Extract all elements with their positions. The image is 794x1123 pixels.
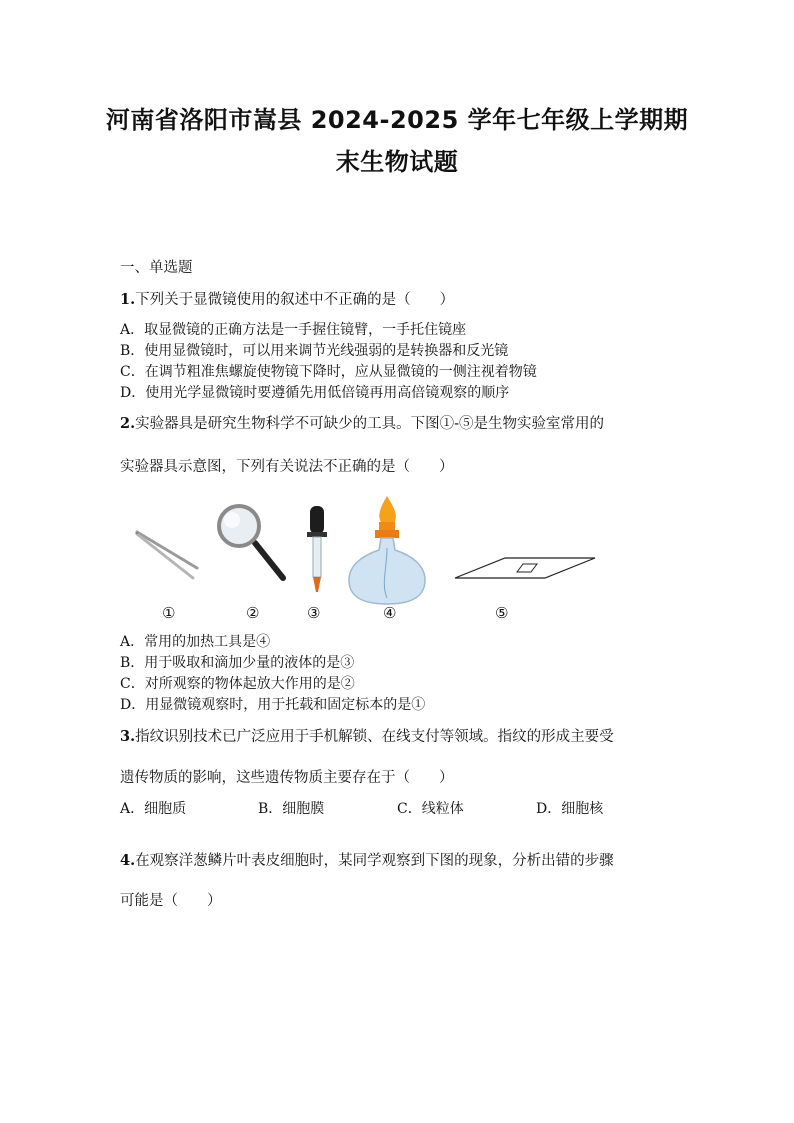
q3-option-c: C．线粒体 (397, 801, 464, 817)
figure-label-1: ① (162, 604, 176, 622)
q3-option-d: D．细胞核 (536, 801, 604, 817)
q2-option-c: C．对所观察的物体起放大作用的是② (120, 676, 355, 692)
question-text: 在观察洋葱鳞片叶表皮细胞时，某同学观察到下图的现象，分析出错的步骤 (135, 853, 614, 869)
q3-option-a: A．细胞质 (120, 801, 187, 817)
question-3-stem-line2: 遗传物质的影响，这些遗传物质主要存在于（ ） (120, 770, 454, 786)
alcohol-lamp-icon (349, 496, 425, 604)
q1-option-a: A．取显微镜的正确方法是一手握住镜臂，一手托住镜座 (120, 322, 467, 338)
section-heading: 一、单选题 (120, 260, 193, 276)
q3-option-b: B．细胞膜 (258, 801, 325, 817)
page-title-line1: 河南省洛阳市嵩县 2024-2025 学年七年级上学期期 (105, 106, 689, 134)
question-4-stem-line1 (120, 851, 614, 871)
figure-label-2: ② (246, 604, 260, 622)
q1-option-b: B．使用显微镜时，可以用来调节光线强弱的是转换器和反光镜 (120, 343, 509, 359)
magnifier-icon (219, 506, 283, 578)
question-number: 3. (120, 728, 136, 745)
question-text: 指纹识别技术已广泛应用于手机解锁、在线支付等领域。指纹的形成主要受 (135, 729, 614, 745)
dropper-icon (307, 506, 327, 592)
glass-slide-icon (455, 558, 595, 578)
question-2-stem-line2: 实验器具示意图，下列有关说法不正确的是（ ） (120, 459, 454, 475)
q2-option-d: D．用显微镜观察时，用于托载和固定标本的是① (120, 697, 426, 713)
q2-option-a: A．常用的加热工具是④ (120, 634, 271, 650)
figure-label-3: ③ (307, 604, 321, 622)
q1-option-d: D．使用光学显微镜时要遵循先用低倍镜再用高倍镜观察的顺序 (120, 385, 510, 401)
question-number: 4. (120, 852, 136, 869)
page-title-line2: 末生物试题 (335, 148, 459, 176)
question-number: 2. (120, 415, 136, 432)
question-4-stem-line2: 可能是（ ） (120, 893, 222, 909)
question-text: 下列关于显微镜使用的叙述中不正确的是（ ） (135, 292, 455, 308)
lab-instruments-figure (125, 488, 605, 628)
tweezers-icon (137, 532, 197, 578)
question-number: 1. (120, 291, 136, 308)
question-3-stem-line1 (120, 727, 614, 747)
question-1-stem (120, 290, 454, 310)
question-2-stem-line1 (120, 414, 604, 434)
q1-option-c: C．在调节粗准焦螺旋使物镜下降时，应从显微镜的一侧注视着物镜 (120, 364, 537, 380)
figure-label-5: ⑤ (495, 604, 509, 622)
figure-label-4: ④ (383, 604, 397, 622)
question-text: 实验器具是研究生物科学不可缺少的工具。下图①-⑤是生物实验室常用的 (135, 416, 605, 432)
q2-option-b: B．用于吸取和滴加少量的液体的是③ (120, 655, 355, 671)
